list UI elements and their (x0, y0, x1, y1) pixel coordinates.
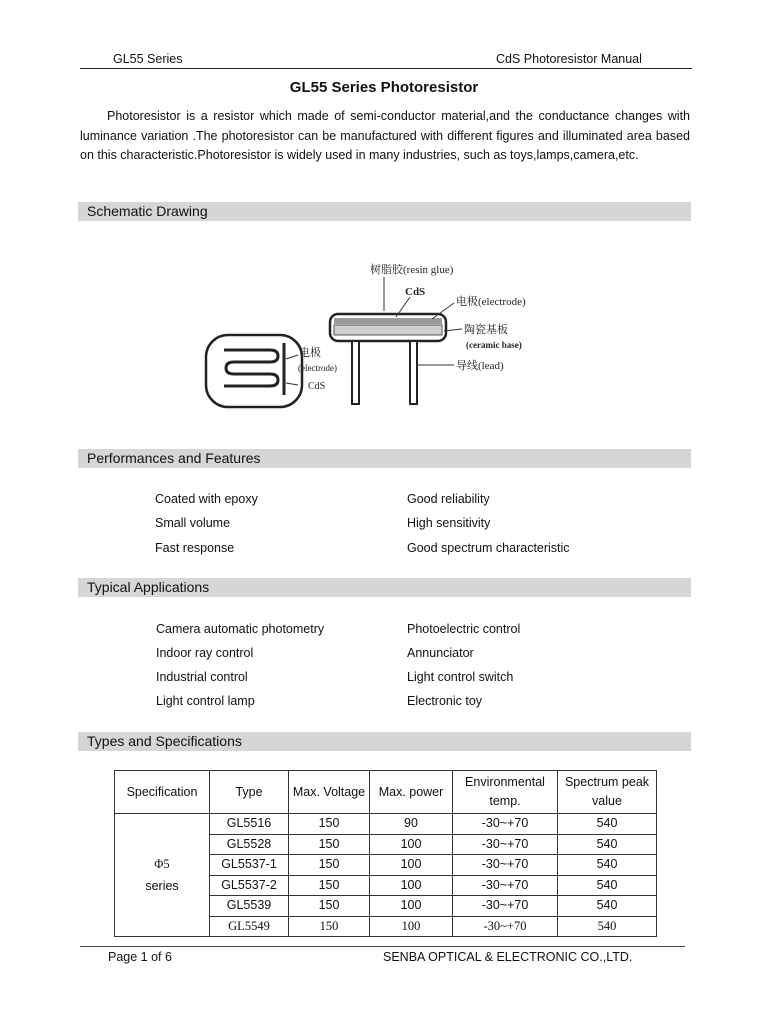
label-lead: 导线(lead) (456, 360, 504, 372)
table-cell: 100 (370, 834, 453, 855)
feature-item: Good reliability (407, 492, 490, 506)
application-item: Indoor ray control (156, 646, 254, 660)
page-title: GL55 Series Photoresistor (289, 79, 479, 96)
application-item: Light control lamp (156, 694, 255, 708)
footer-rule (80, 946, 685, 947)
table-cell: 100 (370, 916, 453, 937)
header-manual: CdS Photoresistor Manual (496, 52, 642, 66)
footer-page-number: Page 1 of 6 (108, 950, 172, 964)
table-row (115, 814, 657, 835)
table-cell: 150 (289, 916, 370, 937)
application-item: Camera automatic photometry (156, 622, 325, 636)
label-electrode-left-en: (electrode) (298, 363, 337, 373)
label-resin: 树脂胶(resin glue) (370, 264, 454, 276)
table-cell: GL5537-2 (210, 875, 289, 896)
series-label: series (145, 878, 179, 893)
section-schematic (78, 202, 691, 221)
table-cell: 540 (558, 855, 657, 876)
application-item: Industrial control (156, 670, 248, 684)
lead-right (410, 341, 417, 404)
table-header-row (115, 771, 657, 814)
table-cell: 90 (370, 814, 453, 835)
section-performance (78, 449, 691, 468)
intro-paragraph: Photoresistor is a resistor which made of semi-conductor material,and the conductance changes with luminance variation .The photoresistor can be manufactured with different figures and illuminated area based on this characteristic.Photoresistor is widely used in many industries, such as toys,lamps,camera,etc. (80, 109, 690, 162)
table-cell: 150 (289, 896, 370, 917)
table-cell: GL5528 (210, 834, 289, 855)
label-electrode-top: 电极(electrode) (456, 296, 526, 308)
section-types (78, 732, 691, 751)
label-ceramic-en: (ceramic base) (466, 340, 522, 350)
section-schematic-label: Schematic Drawing (87, 203, 208, 219)
series-cell (115, 814, 210, 937)
footer-company: SENBA OPTICAL & ELECTRONIC CO.,LTD. (383, 950, 633, 964)
top-view-outline (206, 335, 302, 407)
table-cell: 150 (289, 855, 370, 876)
table-cell: 100 (370, 896, 453, 917)
label-ceramic: 陶瓷基板 (464, 324, 508, 336)
table-header: Max. power (370, 771, 453, 814)
header-rule (80, 68, 692, 69)
feature-item: Coated with epoxy (155, 492, 258, 506)
series-symbol: Φ5 (154, 856, 170, 871)
table-header: Environmental temp. (453, 771, 558, 814)
label-cds-top: CdS (405, 286, 426, 298)
table-cell: -30~+70 (453, 855, 558, 876)
table-cell: GL5549 (210, 916, 289, 937)
spec-table (114, 770, 657, 937)
table-cell: 150 (289, 814, 370, 835)
table-cell: -30~+70 (453, 875, 558, 896)
table-header: Specification (115, 771, 210, 814)
table-cell: 150 (289, 834, 370, 855)
ceramic-base (334, 325, 442, 335)
table-cell: 540 (558, 814, 657, 835)
table-header: Type (210, 771, 289, 814)
schematic-drawing (200, 255, 540, 415)
application-item: Electronic toy (407, 694, 483, 708)
table-cell: -30~+70 (453, 814, 558, 835)
application-item: Annunciator (407, 646, 474, 660)
cds-layer (334, 318, 442, 324)
table-header: Spectrum peak value (558, 771, 657, 814)
feature-item: Small volume (155, 516, 231, 530)
section-performance-label: Performances and Features (87, 450, 261, 466)
table-cell: 100 (370, 855, 453, 876)
table-cell: GL5537-1 (210, 855, 289, 876)
feature-item: Fast response (155, 541, 235, 555)
table-cell: 150 (289, 875, 370, 896)
section-types-label: Types and Specifications (87, 733, 242, 749)
header-series: GL55 Series (113, 52, 183, 66)
section-applications-label: Typical Applications (87, 579, 210, 595)
feature-item: Good spectrum characteristic (407, 541, 570, 555)
application-item: Light control switch (407, 670, 514, 684)
table-cell: -30~+70 (453, 834, 558, 855)
section-applications (78, 578, 691, 597)
application-item: Photoelectric control (407, 622, 521, 636)
table-cell: 540 (558, 834, 657, 855)
table-cell: -30~+70 (453, 896, 558, 917)
table-cell: 100 (370, 875, 453, 896)
table-cell: GL5539 (210, 896, 289, 917)
table-header: Max. Voltage (289, 771, 370, 814)
table-cell: 540 (558, 875, 657, 896)
feature-item: High sensitivity (407, 516, 491, 530)
lead-left (352, 341, 359, 404)
table-cell: GL5516 (210, 814, 289, 835)
label-cds-left: CdS (308, 381, 326, 392)
table-cell: -30~+70 (453, 916, 558, 937)
table-cell: 540 (558, 896, 657, 917)
label-electrode-left: 电极 (299, 347, 321, 359)
table-cell: 540 (558, 916, 657, 937)
